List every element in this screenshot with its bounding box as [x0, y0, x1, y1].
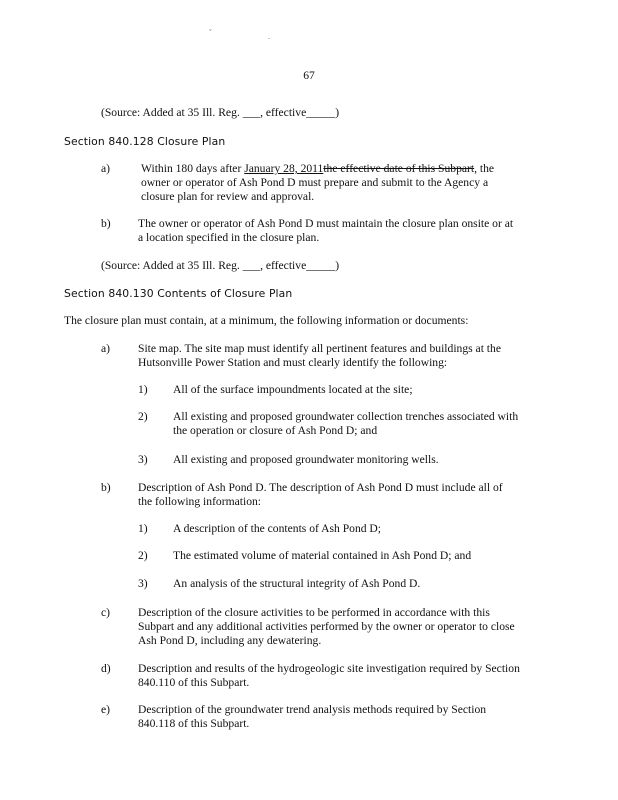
item-a-line-2: owner or operator of Ash Pond D must prepare and submit to the Agency a — [141, 176, 489, 189]
source-suffix: ) — [335, 259, 340, 272]
source-blank-reg: ___ — [242, 106, 261, 119]
subitem-text: A description of the contents of Ash Pond D; — [173, 522, 382, 535]
source-middle: , effective — [260, 106, 307, 119]
source-suffix: ) — [335, 106, 340, 119]
item-a-line-1 — [141, 162, 494, 176]
source-note-1 — [101, 106, 339, 120]
scan-artifact-dot: . — [268, 32, 270, 41]
item-label-c: c) — [101, 606, 111, 619]
item-label-e: e) — [101, 703, 111, 716]
subitem-text: the operation or closure of Ash Pond D; and — [173, 424, 378, 437]
source-middle: , effective — [260, 259, 307, 272]
subitem-label-2: 2) — [138, 410, 148, 423]
item-label-d: d) — [101, 662, 111, 675]
closure-activities-line-3: Ash Pond D, including any dewatering. — [138, 634, 322, 647]
subitem-text: All existing and proposed groundwater collection trenches associated with — [173, 410, 519, 423]
item-b-line-1: The owner or operator of Ash Pond D must maintain the closure plan onsite or at — [138, 217, 514, 230]
subitem-text: The estimated volume of material contained in Ash Pond D; and — [173, 549, 472, 562]
page-number: 67 — [303, 69, 315, 82]
subitem-label-3: 3) — [138, 453, 148, 466]
source-blank-reg: ___ — [242, 259, 261, 272]
item-label-a: a) — [101, 162, 111, 175]
source-prefix: (Source: Added at 35 Ill. Reg. — [101, 106, 243, 119]
subitem-label-1: 1) — [138, 522, 148, 535]
ash-pond-description-line-2: the following information: — [138, 495, 262, 508]
site-map-line-1: Site map. The site map must identify all pertinent features and buildings at the — [138, 342, 501, 355]
item-b-line-2: a location specified in the closure plan. — [138, 231, 320, 244]
source-note-2 — [101, 259, 339, 273]
trend-analysis-line-2: 840.118 of this Subpart. — [138, 717, 250, 730]
inserted-date: January 28, 2011 — [244, 162, 324, 175]
item-label-b: b) — [101, 217, 111, 230]
hydrogeologic-line-1: Description and results of the hydrogeologic site investigation required by Section — [138, 662, 520, 675]
scan-artifact-mark: ˇ — [209, 28, 212, 37]
subitem-label-1: 1) — [138, 383, 148, 396]
hydrogeologic-line-2: 840.110 of this Subpart. — [138, 676, 250, 689]
item-a-line-3: closure plan for review and approval. — [141, 190, 315, 203]
section-heading-840-130: Section 840.130 Contents of Closure Plan — [64, 287, 293, 300]
site-map-line-2: Hutsonville Power Station and must clearly identify the following: — [138, 356, 448, 369]
item-a-text-end: , the — [474, 162, 495, 175]
source-prefix: (Source: Added at 35 Ill. Reg. — [101, 259, 243, 272]
section-intro: The closure plan must contain, at a minimum, the following information or documents: — [64, 314, 469, 327]
source-blank-effective: _____ — [306, 259, 336, 272]
source-blank-effective: _____ — [306, 106, 336, 119]
item-a-text: Within 180 days after — [141, 162, 245, 175]
trend-analysis-line-1: Description of the groundwater trend analysis methods required by Section — [138, 703, 487, 716]
closure-activities-line-1: Description of the closure activities to be performed in accordance with this — [138, 606, 490, 619]
item-label-b: b) — [101, 481, 111, 494]
subitem-text: An analysis of the structural integrity of Ash Pond D. — [173, 577, 421, 590]
deleted-text: the effective date of this Subpart — [323, 162, 475, 175]
subitem-label-3: 3) — [138, 577, 148, 590]
section-heading-840-128: Section 840.128 Closure Plan — [64, 135, 226, 148]
subitem-text: All of the surface impoundments located at the site; — [173, 383, 413, 396]
ash-pond-description-line-1: Description of Ash Pond D. The description of Ash Pond D must include all of — [138, 481, 503, 494]
item-label-a: a) — [101, 342, 111, 355]
subitem-text: All existing and proposed groundwater monitoring wells. — [173, 453, 439, 466]
subitem-label-2: 2) — [138, 549, 148, 562]
closure-activities-line-2: Subpart and any additional activities performed by the owner or operator to close — [138, 620, 515, 633]
